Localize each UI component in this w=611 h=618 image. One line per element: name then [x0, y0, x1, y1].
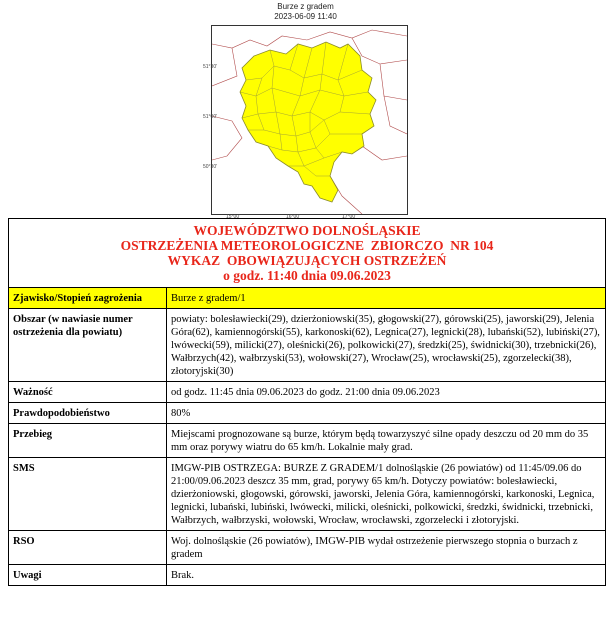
row-probability	[9, 403, 605, 424]
document-header	[9, 219, 605, 288]
lon-tick-3: 17°00'	[342, 214, 357, 220]
row-label: RSO	[9, 531, 167, 565]
row-value: IMGW-PIB OSTRZEGA: BURZE Z GRADEM/1 dolnośląskie (26 powiatów) od 11:45/09.06 do 21:00/09.06.2023 deszcz 35 mm, grad, porywy 65 km/h. Dotyczy powiatów: bolesławiecki, dzierżoniowski, głogowski, górowski, jaworski, Jelenia Góra, kamiennogórski, karkonoski, Legnica, legnicki, lubański, lubiński, lwówecki, milicki, oleśnicki, polkowicki, średzki, świdnicki, trzebnicki, Wałbrzych, wałbrzyski, wołowski, Wrocław, wrocławski, zgorzelecki i złotoryjski.	[167, 458, 606, 531]
row-label: Przebieg	[9, 424, 167, 458]
row-value: powiaty: bolesławiecki(29), dzierżoniowski(35), głogowski(27), górowski(25), jaworski(29), Jelenia Góra(62), kamiennogórski(55), karkonoski(62), Legnica(27), legnicki(28), lubański(52), lubiński(27), lwówecki(59), milicki(27), oleśnicki(26), polkowicki(27), średzki(25), świdnicki(30), trzebnicki(26), Wałbrzych(42), wałbrzyski(53), wołowski(27), Wrocław(25), wrocławski(25), zgorzelecki(38), złotoryjski(30)	[167, 309, 606, 382]
lon-tick-1: 15°00'	[226, 214, 241, 220]
lat-tick-3: 50°30'	[203, 164, 218, 170]
warning-map	[211, 25, 408, 215]
row-label: Uwagi	[9, 565, 167, 586]
map-title: Burze z gradem	[277, 2, 334, 11]
row-value: Burze z gradem/1	[167, 288, 606, 309]
row-label: Ważność	[9, 382, 167, 403]
map-caption	[0, 2, 611, 22]
header-list-title: WYKAZ OBOWIĄZUJĄCYCH OSTRZEŻEŃ	[167, 253, 447, 268]
row-label: SMS	[9, 458, 167, 531]
header-issue-time: o godz. 11:40 dnia 09.06.2023	[223, 268, 391, 283]
row-validity	[9, 382, 605, 403]
row-area	[9, 309, 605, 382]
warning-document	[8, 218, 606, 586]
row-value: 80%	[167, 403, 606, 424]
header-voivodeship: WOJEWÓDZTWO DOLNOŚLĄSKIE	[193, 223, 421, 238]
row-sms	[9, 458, 605, 531]
row-label: Prawdopodobieństwo	[9, 403, 167, 424]
row-course	[9, 424, 605, 458]
row-phenomenon	[9, 288, 605, 309]
row-label: Zjawisko/Stopień zagrożenia	[9, 288, 167, 309]
row-value: Brak.	[167, 565, 606, 586]
warning-area	[240, 42, 376, 202]
header-warning-number: OSTRZEŻENIA METEOROLOGICZNE ZBIORCZO NR 104	[120, 238, 494, 253]
row-value: Miejscami prognozowane są burze, którym będą towarzyszyć silne opady deszczu od 20 mm do 35 mm oraz porywy wiatru do 65 km/h. Lokalnie mały grad.	[167, 424, 606, 458]
lat-tick-1: 51°30'	[203, 64, 218, 70]
lon-tick-2: 16°00'	[286, 214, 301, 220]
warning-table	[9, 288, 605, 585]
row-remarks	[9, 565, 605, 586]
row-value: Woj. dolnośląskie (26 powiatów), IMGW-PIB wydał ostrzeżenie pierwszego stopnia o burzach z gradem	[167, 531, 606, 565]
row-rso	[9, 531, 605, 565]
map-datetime: 2023-06-09 11:40	[274, 12, 337, 21]
row-value: od godz. 11:45 dnia 09.06.2023 do godz. 21:00 dnia 09.06.2023	[167, 382, 606, 403]
row-label: Obszar (w nawiasie numer ostrzeżenia dla powiatu)	[9, 309, 167, 382]
map-svg	[212, 26, 407, 214]
lat-tick-2: 51°00'	[203, 114, 218, 120]
